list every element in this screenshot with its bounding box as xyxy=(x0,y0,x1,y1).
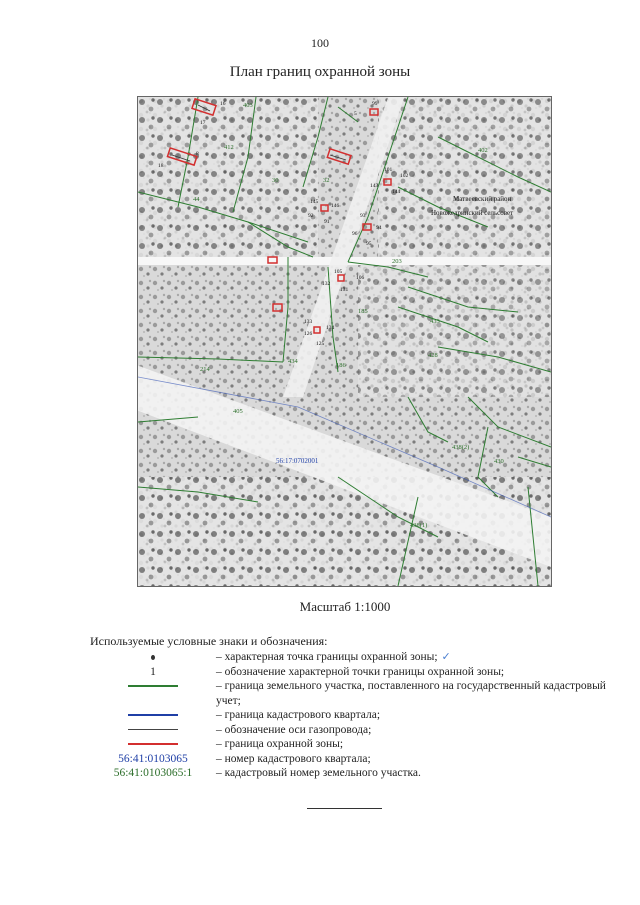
parcel-label: 185 xyxy=(358,308,368,315)
legend-row-parcel-boundary xyxy=(90,679,610,708)
point-label: 92 xyxy=(308,213,314,219)
parcel-label: 428 xyxy=(428,352,438,359)
legend-row-protection-zone xyxy=(90,737,610,752)
page-title: План границ охранной зоны xyxy=(229,64,411,80)
parcel-label: 438(2) xyxy=(452,444,470,451)
point-label: 93 xyxy=(360,213,366,219)
point-label: 131 xyxy=(340,287,349,293)
quarter-label: 56:17:0702001 xyxy=(276,457,319,465)
point-label: 132 xyxy=(322,281,331,287)
parcel-label: 412 xyxy=(224,144,234,151)
check-mark-icon: ✓ xyxy=(441,651,451,663)
legend-desc: – граница земельного участка, поставленного на государственный кадастровый учет; xyxy=(216,680,606,707)
legend-symbol-text: 1 xyxy=(150,665,156,678)
legend-desc: – обозначение оси газопровода; xyxy=(216,723,372,736)
point-label: 106 xyxy=(356,275,365,281)
point-label: 96 xyxy=(352,231,358,237)
legend-row-gas-axis xyxy=(90,723,610,738)
point-label: 144 xyxy=(392,189,401,195)
legend-symbol xyxy=(90,650,216,665)
legend-symbol xyxy=(90,723,216,738)
point-marker-icon xyxy=(151,655,155,660)
legend-row-quarter-boundary xyxy=(90,708,610,723)
point-label: 125 xyxy=(316,341,325,347)
legend xyxy=(90,650,610,781)
page-number: 100 xyxy=(311,36,329,50)
legend-desc: – кадастровый номер земельного участка. xyxy=(216,767,421,779)
point-label: 94 xyxy=(376,225,382,231)
parcel-label: 44 xyxy=(193,196,200,203)
legend-row-point-label xyxy=(90,665,610,680)
legend-header: Используемые условные знаки и обозначения: xyxy=(90,634,328,648)
parcel-label: 438(1) xyxy=(410,522,428,529)
legend-symbol xyxy=(90,708,216,723)
point-label: 134 xyxy=(326,325,335,331)
parcel-label: 402 xyxy=(478,147,488,154)
legend-row-parcel-number xyxy=(90,766,610,781)
point-label: 99 xyxy=(372,101,378,107)
point-label: 95 xyxy=(366,241,372,247)
legend-symbol-text: 56:41:0103065 xyxy=(118,752,188,765)
parcel-label: 433 xyxy=(430,318,440,325)
legend-symbol xyxy=(90,737,216,752)
point-label: 146 xyxy=(331,203,340,209)
parcel-label: 203 xyxy=(392,258,402,265)
parcel-label: 434 xyxy=(288,358,298,365)
black-line-icon xyxy=(128,729,178,730)
blue-line-icon xyxy=(128,714,178,716)
point-label: 105 xyxy=(334,269,343,275)
point-label: 126 xyxy=(304,331,313,337)
point-label: 101 xyxy=(384,167,393,173)
point-label: 18 xyxy=(158,163,164,169)
map-canvas xyxy=(138,97,551,586)
region-label-district: Матвеевский район xyxy=(453,195,512,203)
legend-symbol-text: 56:41:0103065:1 xyxy=(113,767,193,780)
parcel-label: 30 xyxy=(272,177,279,184)
parcel-label: 403 xyxy=(243,102,253,109)
parcel-label: 405 xyxy=(233,408,243,415)
map-image xyxy=(137,96,552,587)
region-label-council: Новожедринский сельсовет xyxy=(431,209,514,217)
legend-row-boundary-point xyxy=(90,650,610,665)
parcel-label: 186 xyxy=(336,362,346,369)
legend-symbol xyxy=(90,679,216,694)
legend-symbol xyxy=(90,766,216,781)
legend-symbol xyxy=(90,665,216,680)
map-scale: Масштаб 1:1000 xyxy=(299,599,391,614)
point-label: 5 xyxy=(354,111,357,117)
legend-desc: – граница охранной зоны; xyxy=(216,738,344,750)
point-label: 143 xyxy=(370,183,379,189)
legend-desc: – характерная точка границы охранной зоны; xyxy=(216,651,438,663)
legend-desc: – обозначение характерной точки границы охранной зоны; xyxy=(216,665,505,678)
parcel-label: 32 xyxy=(323,177,330,184)
point-label: 16 xyxy=(220,101,226,107)
green-line-icon xyxy=(128,685,178,687)
legend-desc: – номер кадастрового квартала; xyxy=(216,752,371,765)
legend-row-quarter-number xyxy=(90,752,610,767)
parcel-label: 430 xyxy=(494,458,504,465)
bottom-divider xyxy=(307,808,382,809)
legend-desc: – граница кадастрового квартала; xyxy=(216,709,381,721)
red-line-icon xyxy=(128,743,178,745)
point-label: 145 xyxy=(310,199,319,205)
point-label: 17 xyxy=(200,120,206,126)
point-label: 102 xyxy=(400,173,409,179)
point-label: 133 xyxy=(304,319,313,325)
point-label: 91 xyxy=(324,219,330,225)
legend-symbol xyxy=(90,752,216,767)
parcel-label: 214 xyxy=(200,366,210,373)
point-label: 8 xyxy=(196,151,199,157)
